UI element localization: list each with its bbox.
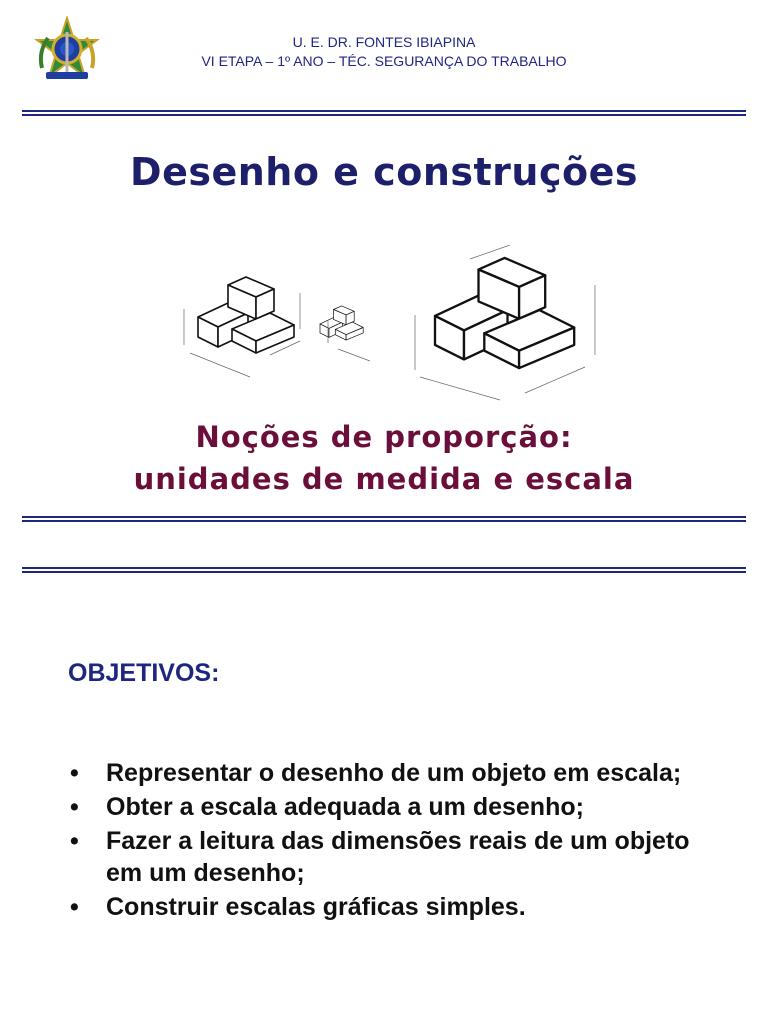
subtitle-line-1: Noções de proporção: [195,420,573,454]
bullet: • [70,793,79,821]
bullet: • [70,893,79,921]
course-info: VI ETAPA – 1º ANO – TÉC. SEGURANÇA DO TRABALHO [201,53,567,69]
bullet: • [70,827,79,855]
brazil-coat-of-arms-icon [32,16,102,86]
subtitle-line-2: unidades de medida e escala [133,462,635,496]
page-title: Desenho e construções [130,150,638,194]
bullet: • [70,759,79,787]
list-item-text: Representar o desenho de um objeto em escala; [106,759,682,787]
school-name: U. E. DR. FONTES IBIAPINA [292,34,476,50]
list-item [68,825,728,889]
list-item-text: Obter a escala adequada a um desenho; [106,793,584,821]
list-item-text: Fazer a leitura das dimensões reais de um objeto em um desenho; [106,827,690,887]
isometric-drawings-icon [170,245,610,405]
list-item [68,757,728,789]
list-item-text: Construir escalas gráficas simples. [106,893,526,921]
objectives-heading: OBJETIVOS: [68,659,220,687]
divider [22,516,746,523]
divider [22,110,746,117]
objectives-list [68,757,728,925]
list-item [68,791,728,823]
divider [22,567,746,574]
list-item [68,891,728,923]
